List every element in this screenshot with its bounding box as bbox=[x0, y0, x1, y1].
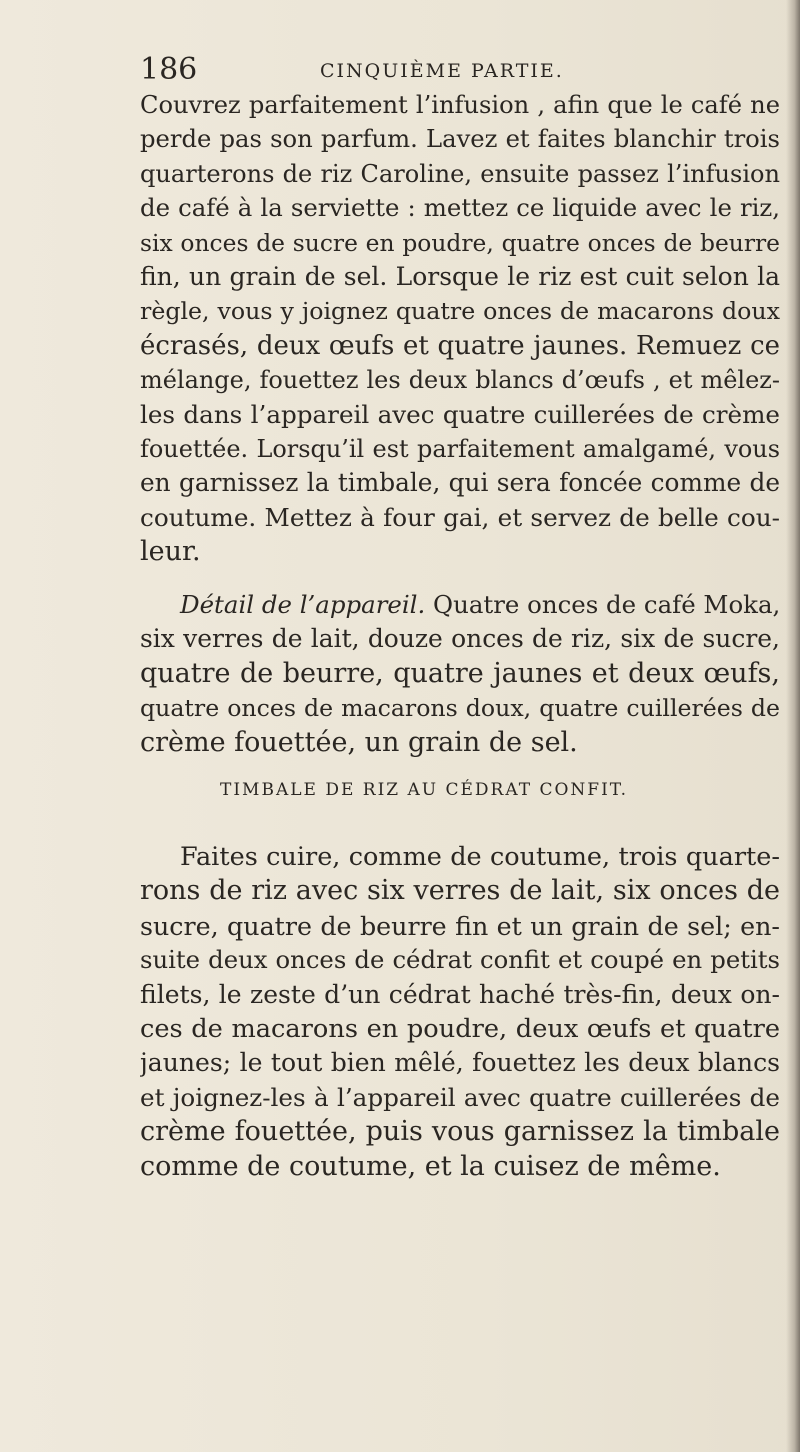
detail-heading: Détail de l’appareil. bbox=[180, 590, 426, 619]
section-title: TIMBALE DE RIZ AU CÉDRAT CONFIT. bbox=[220, 780, 629, 800]
running-head: CINQUIÈME PARTIE. bbox=[320, 60, 564, 82]
detail-first-line: Quatre onces de café Moka, bbox=[425, 590, 780, 619]
text-line: filets, le zeste d’un cédrat haché très-fin, deux on- bbox=[140, 979, 780, 1009]
text-line: six verres de lait, douze onces de riz, six de sucre, bbox=[140, 624, 780, 654]
text-line: ces de macarons en poudre, deux œufs et quatre bbox=[140, 1014, 780, 1045]
text-line: règle, vous y joignez quatre onces de macarons doux bbox=[140, 297, 780, 326]
text-line: quatre onces de macarons doux, quatre cuillerées de bbox=[140, 694, 780, 723]
page-number: 186 bbox=[140, 52, 198, 87]
text-line: perde pas son parfum. Lavez et faites blanchir trois bbox=[140, 124, 780, 154]
text-line: rons de riz avec six verres de lait, six onces de bbox=[140, 875, 780, 907]
paragraph-coffee-rice bbox=[140, 88, 780, 570]
text-line: quarterons de riz Caroline, ensuite passez l’infusion bbox=[140, 159, 780, 188]
text-line: les dans l’appareil avec quatre cuillerées de crème bbox=[140, 399, 780, 429]
text-line: de café à la serviette : mettez ce liquide avec le riz, bbox=[140, 193, 780, 223]
text-line: suite deux onces de cédrat confit et coupé en petits bbox=[140, 945, 780, 975]
text-line: leur. bbox=[140, 536, 201, 568]
text-line: mélange, fouettez les deux blancs d’œufs , et mêlez- bbox=[140, 366, 780, 395]
text-line: et joignez-les à l’appareil avec quatre cuillerées de bbox=[140, 1082, 780, 1112]
text-line: sucre, quatre de beurre fin et un grain de sel; en- bbox=[140, 910, 780, 941]
text-line: en garnissez la timbale, qui sera foncée comme de bbox=[140, 468, 780, 498]
text-line: six onces de sucre en poudre, quatre onces de beurre bbox=[140, 228, 780, 257]
paragraph-ingredient-detail bbox=[140, 588, 780, 760]
text-line: Faites cuire, comme de coutume, trois quarte- bbox=[180, 842, 780, 872]
text-line: crème fouettée, un grain de sel. bbox=[140, 726, 578, 758]
text-line: fin, un grain de sel. Lorsque le riz est cuit selon la bbox=[140, 262, 780, 292]
text-line: comme de coutume, et la cuisez de même. bbox=[140, 1150, 721, 1182]
text-line bbox=[140, 588, 780, 622]
page-gutter-shadow bbox=[786, 0, 800, 1452]
text-line: Couvrez parfaitement l’infusion , afin que le café ne bbox=[140, 91, 780, 119]
paragraph-citron-rice bbox=[140, 840, 780, 1184]
text-line: quatre de beurre, quatre jaunes et deux œufs, bbox=[140, 657, 780, 689]
text-line: fouettée. Lorsqu’il est parfaitement amalgamé, vous bbox=[140, 435, 780, 464]
page-header bbox=[140, 50, 780, 90]
text-line: écrasés, deux œufs et quatre jaunes. Remuez ce bbox=[140, 330, 780, 361]
text-line: coutume. Mettez à four gai, et servez de belle cou- bbox=[140, 502, 780, 532]
text-line: jaunes; le tout bien mêlé, fouettez les deux blancs bbox=[140, 1048, 780, 1078]
text-line: crème fouettée, puis vous garnissez la timbale bbox=[140, 1116, 780, 1148]
